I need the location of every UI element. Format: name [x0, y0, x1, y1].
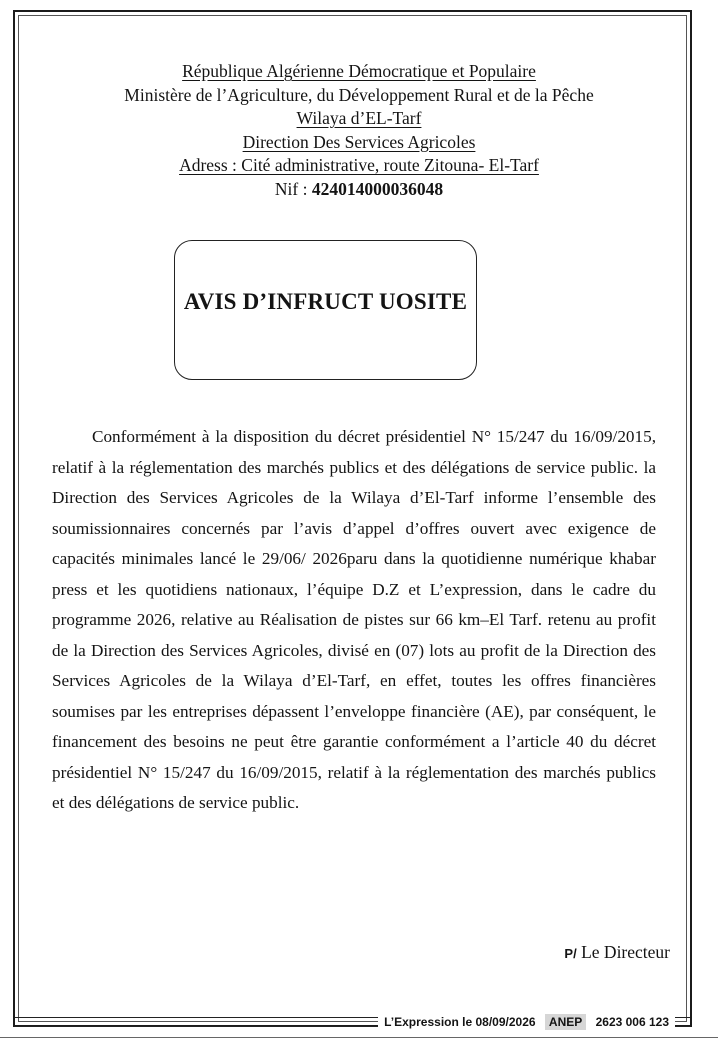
reference-number: 2623 006 123 [595, 1015, 669, 1029]
publication-footer [378, 1014, 675, 1030]
nif-value: 424014000036048 [311, 178, 444, 199]
ministry-line: Ministère de l’Agriculture, du Développement Rural et de la Pêche [124, 84, 594, 105]
address-line: Adress : Cité administrative, route Zitouna- El-Tarf [179, 155, 539, 175]
notice-title: AVIS D’INFRUCT UOSITE [183, 289, 468, 314]
wilaya-line: Wilaya d’EL-Tarf [296, 108, 422, 128]
direction-line: Direction Des Services Agricoles [242, 131, 476, 152]
title-box [174, 240, 477, 380]
signature-prefix: P/ [564, 946, 577, 961]
signature-label: Le Directeur [581, 942, 670, 962]
publication-info: L’Expression le 08/09/2026 [384, 1015, 536, 1029]
nif-line [20, 178, 698, 202]
anep-badge: ANEP [545, 1014, 586, 1030]
header [20, 60, 698, 201]
nif-label: Nif : [274, 178, 308, 199]
republic-line: République Algérienne Démocratique et Populaire [182, 61, 536, 81]
page-bottom-rule [0, 1037, 718, 1038]
notice-body: Conformément à la disposition du décret présidentiel N° 15/247 du 16/09/2015, relatif à la réglementation des marchés publics et des délégations de service public. la Direction des Services Agricoles de la Wilaya d’El-Tarf informe l’ensemble des soumissionnaires concernés par l’avis d’appel d’offres ouvert avec exigence de capacités minimales lancé le 29/06/ 2026paru dans la quotidienne numérique khabar press et les quotidiens nationaux, l’équipe D.Z et L’expression, dans le cadre du programme 2026, relative au Réalisation de pistes sur 66 km–El Tarf. retenu au profit de la Direction des Services Agricoles, divisé en (07) lots au profit de la Direction des Services Agricoles de la Wilaya d’El-Tarf, en effet, toutes les offres financières soumises par les entreprises dépassent l’enveloppe financière (AE), par conséquent, le financement des besoins ne peut être garantie conformément a l’article 40 du décret présidentiel N° 15/247 du 16/09/2015, relatif à la réglementation des marchés publics et des délégations de service public. [52, 427, 656, 812]
signature [564, 942, 670, 963]
